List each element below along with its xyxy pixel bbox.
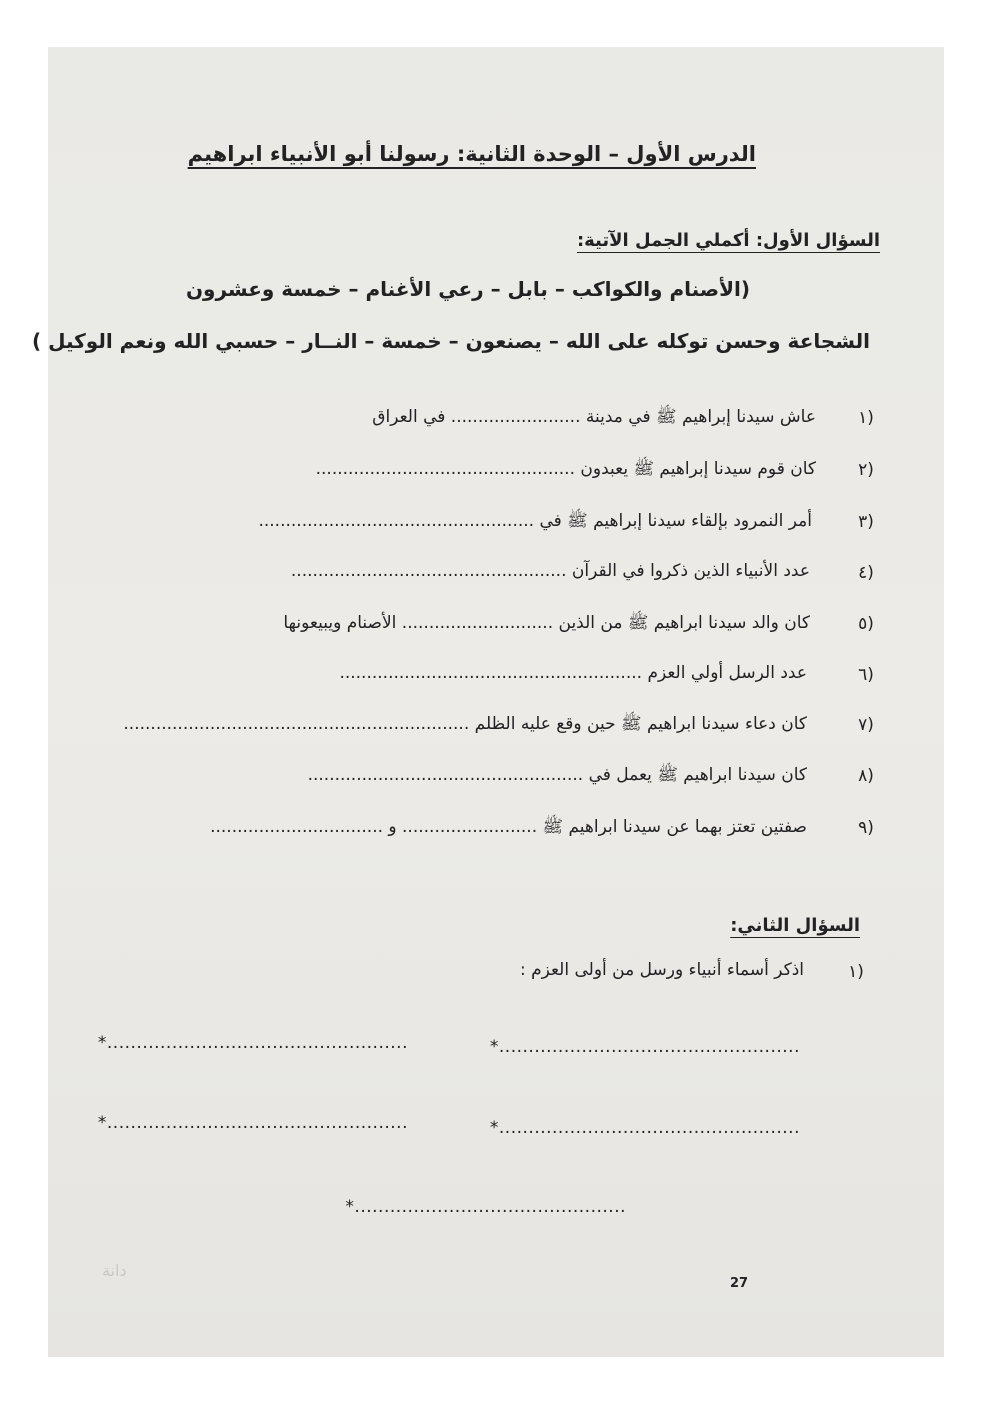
fill-in-item: كان قوم سيدنا إبراهيم ﷺ يعبدون ................................................	[315, 459, 816, 479]
item-number: ٥)	[858, 614, 874, 634]
answer-blank[interactable]: *...................................................	[97, 1113, 408, 1133]
item-number: ١)	[858, 408, 874, 428]
word-bank-line-2: الشجاعة وحسن توكله على الله – يصنعون – خمسة – النــار – حسبي الله ونعم الوكيل )	[32, 329, 870, 353]
fill-in-item: عدد الأنبياء الذين ذكروا في القرآن ...................................................	[290, 561, 810, 581]
item-number: ٦)	[858, 665, 874, 685]
item-number: ٨)	[858, 766, 874, 786]
question-2-heading: السؤال الثاني:	[730, 915, 860, 936]
question-2-prompt: اذكر أسماء أنبياء ورسل من أولى العزم :	[519, 960, 804, 980]
worksheet-page	[32, 47, 944, 1357]
item-number: ١)	[848, 962, 864, 982]
fill-in-item: صفتين تعتز بهما عن سيدنا ابراهيم ﷺ ......................... و ................................	[210, 817, 807, 837]
item-number: ٤)	[858, 563, 874, 583]
item-number: ٧)	[858, 715, 874, 735]
fill-in-item: عدد الرسل أولي العزم ........................................................	[339, 663, 807, 683]
answer-blank[interactable]: *...................................................	[489, 1118, 800, 1138]
fill-in-item: كان والد سيدنا ابراهيم ﷺ من الذين ............................ الأصنام ويبيعونها	[283, 613, 810, 633]
answer-blank[interactable]: *...................................................	[97, 1033, 408, 1053]
question-1-heading: السؤال الأول: أكملي الجمل الآتية:	[576, 230, 880, 251]
word-bank-line-1: (الأصنام والكواكب – بابل – رعي الأغنام – خمسة وعشرون	[185, 277, 750, 301]
page-title: الدرس الأول – الوحدة الثانية: رسولنا أبو الأنبياء ابراهيم	[187, 142, 756, 166]
answer-blank[interactable]: *..............................................	[345, 1197, 626, 1217]
fill-in-item: عاش سيدنا إبراهيم ﷺ في مدينة ........................ في العراق	[372, 407, 816, 427]
answer-blank[interactable]: *...................................................	[489, 1037, 800, 1057]
item-number: ٢)	[858, 460, 874, 480]
item-number: ٣)	[858, 512, 874, 532]
page-number: 27	[730, 1276, 749, 1291]
watermark: دانة	[102, 1261, 127, 1280]
item-number: ٩)	[858, 818, 874, 838]
fill-in-item: أمر النمرود بإلقاء سيدنا إبراهيم ﷺ في ...................................................	[258, 511, 812, 531]
fill-in-item: كان دعاء سيدنا ابراهيم ﷺ حين وقع عليه الظلم ................................................................	[123, 714, 807, 734]
fill-in-item: كان سيدنا ابراهيم ﷺ يعمل في ...................................................	[307, 765, 807, 785]
